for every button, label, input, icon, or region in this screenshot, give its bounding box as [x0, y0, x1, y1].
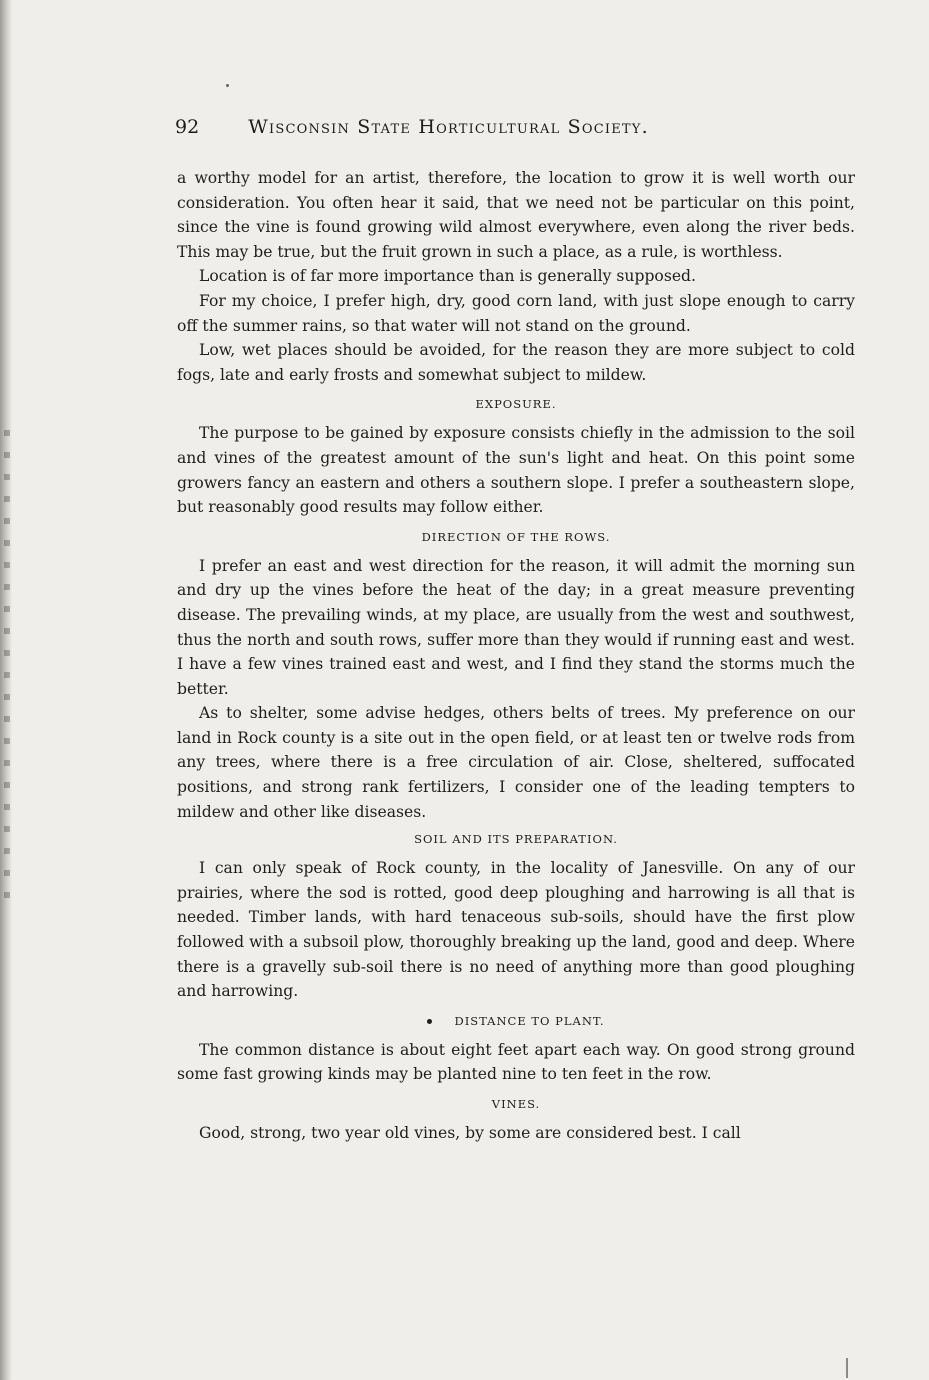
- paragraph: Good, strong, two year old vines, by some are considered best. I call: [199, 1124, 741, 1142]
- paragraph: I prefer an east and west direction for the reason, it will admit the morning sun and dry up the vines before the heat of the day; in a great measure preventing disease. The prevailing winds, at my place, are usually from the west and southwest, thus the north and south rows, suffer more than they would if running east and west. I have a few vines trained east and west, and I find they stand the storms much the better.: [177, 556, 855, 698]
- section-heading-distance: DISTANCE TO PLANT.: [454, 1013, 605, 1028]
- running-header: [175, 116, 795, 138]
- paragraph: As to shelter, some advise hedges, others belts of trees. My preference on our land in Rock county is a site out in the open field, or at least ten or twelve rods from any trees, where there is a free circulation of air. Close, sheltered, suffocated positions, and strong rank fertilizers, I consider one of the leading tempters to mildew and other like diseases.: [177, 704, 855, 821]
- paragraph: The common distance is about eight feet apart each way. On good strong ground some fast growing kinds may be planted nine to ten feet in the row.: [177, 1040, 855, 1084]
- bullet-dot-icon: [427, 1019, 432, 1024]
- section-heading-soil: SOIL AND ITS PREPARATION.: [414, 832, 618, 847]
- paragraph: Low, wet places should be avoided, for the reason they are more subject to cold fogs, late and early frosts and somewhat subject to mildew.: [177, 341, 855, 384]
- margin-mark: [846, 1358, 848, 1378]
- running-title: Wisconsin State Horticultural Society.: [248, 116, 649, 138]
- gutter-marks: [4, 430, 10, 900]
- paragraph: For my choice, I prefer high, dry, good corn land, with just slope enough to carry off the summer rains, so that water will not stand on the ground.: [177, 291, 855, 335]
- section-heading-vines: VINES.: [491, 1097, 541, 1111]
- page-number: 92: [175, 116, 200, 138]
- section-heading-distance-wrap: [177, 1012, 855, 1030]
- section-heading-direction-of-rows: DIRECTION OF THE ROWS.: [421, 529, 611, 544]
- paragraph: Location is of far more importance than is generally supposed.: [199, 267, 696, 286]
- paragraph: a worthy model for an artist, therefore, the location to grow it is well worth our consideration. You often hear it said, that we need not be particular on this point, since the vine is found growing wild almost everywhere, even along the river beds. This may be true, but the fruit grown in such a place, as a rule, is worthless.: [177, 169, 855, 261]
- section-heading-exposure: EXPOSURE.: [475, 397, 557, 412]
- paragraph: I can only speak of Rock county, in the locality of Janesville. On any of our prairies, where the sod is rotted, good deep ploughing and harrowing is all that is needed. Timber lands, with hard tenaceous sub-soils, should have the first plow followed with a subsoil plow, thoroughly breaking up the land, good and deep. Where there is a gravelly sub-soil there is no need of anything more than good ploughing and harrowing.: [177, 859, 855, 1001]
- scan-speck: [226, 84, 229, 87]
- paragraph: The purpose to be gained by exposure consists chiefly in the admission to the soil and vines of the greatest amount of the sun's light and heat. On this point some growers fancy an eastern and others a southern slope. I prefer a southeastern slope, but reasonably good results may follow either.: [177, 424, 855, 517]
- body-text: [177, 166, 855, 1146]
